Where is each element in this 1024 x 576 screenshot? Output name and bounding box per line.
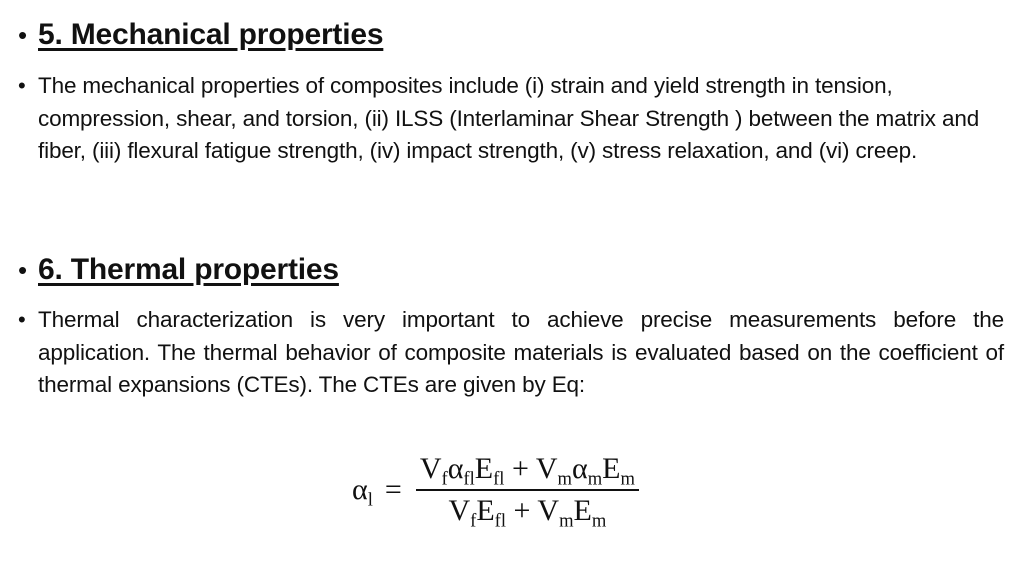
section-5-heading: 5. Mechanical properties — [38, 18, 384, 51]
section-6-heading: 6. Thermal properties — [38, 253, 339, 286]
bullet-icon: • — [18, 307, 26, 332]
section-5-paragraph: The mechanical properties of composites include (i) strain and yield strength in tension, compression, shear, and torsion, (ii) ILSS (Interlaminar Shear Strength ) between the matrix and fiber, (iii) flexural fatigue strength, (iv) impact strength, (v) stress relaxation, and (vi) creep. — [38, 73, 980, 163]
section-5-paragraph-row — [18, 70, 1003, 168]
equals-sign: = — [384, 473, 402, 506]
equation-lhs: $\alpha_l$ — [352, 473, 373, 511]
section-5-heading-row — [18, 18, 383, 52]
bullet-icon: • — [18, 255, 28, 285]
cte-equation — [352, 452, 639, 532]
equation-numerator: $V_f\alpha_{fl}E_{fl} + V_m\alpha_mE_m$ — [419, 452, 635, 490]
section-6-paragraph: Thermal characterization is very important to achieve precise measurements before the application. The thermal behavior of composite materials is evaluated based on the coefficient of thermal expansions (CTEs). The CTEs are given by Eq: — [38, 307, 1004, 397]
equation-fraction — [416, 452, 639, 532]
bullet-icon: • — [18, 20, 28, 50]
section-6-paragraph-row — [18, 304, 1006, 402]
equation-denominator: $V_fE_{fl} + V_mE_m$ — [448, 494, 607, 532]
bullet-icon: • — [18, 73, 26, 98]
section-6-heading-row — [18, 253, 339, 287]
